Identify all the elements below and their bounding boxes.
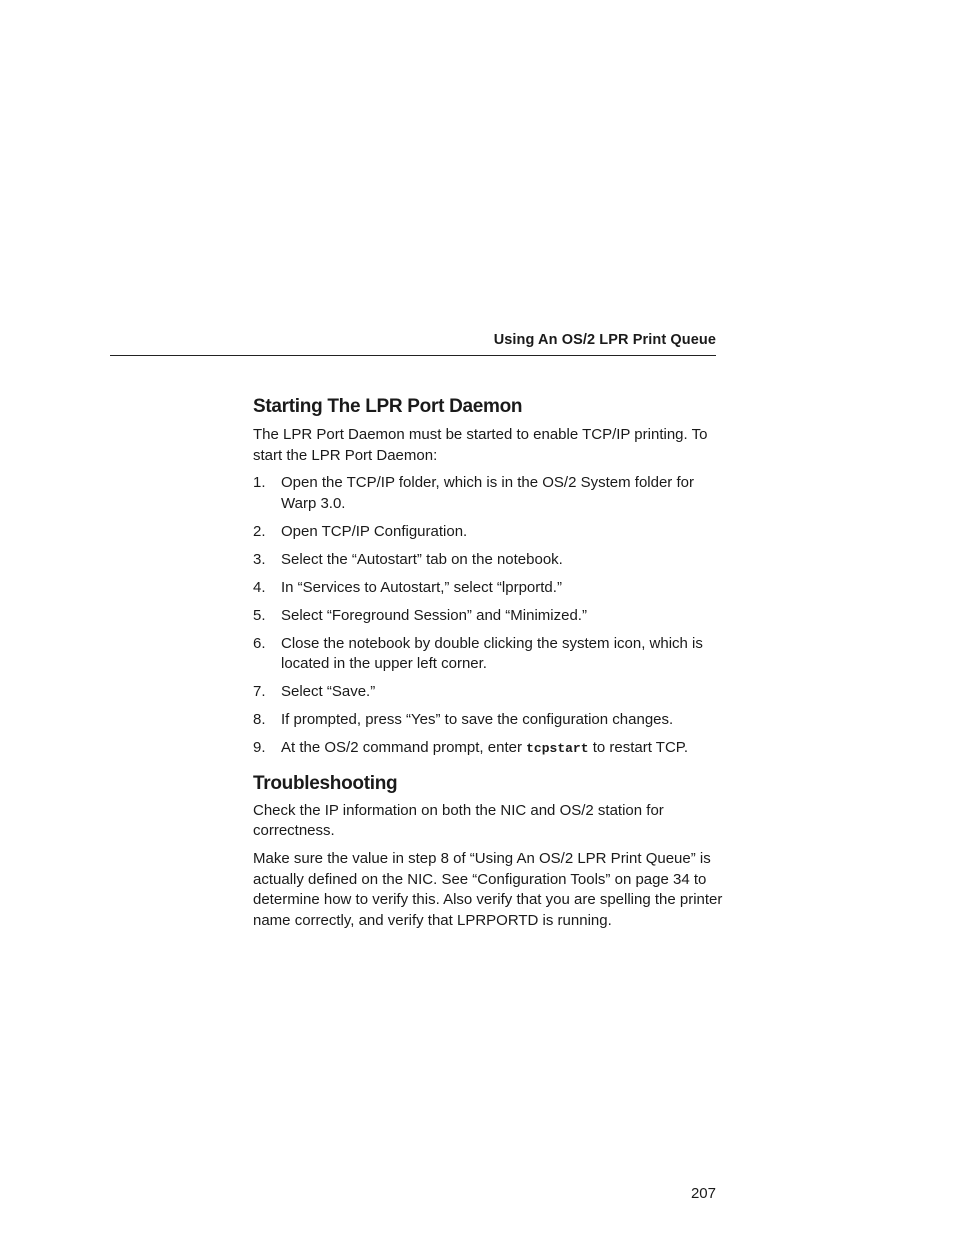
list-item xyxy=(253,473,723,514)
step-text: Select “Save.” xyxy=(281,683,376,700)
list-item xyxy=(253,578,723,599)
step-number: 8. xyxy=(253,711,266,728)
step-text: In “Services to Autostart,” select “lprportd.” xyxy=(281,578,562,596)
section-heading-lpr-daemon: Starting The LPR Port Daemon xyxy=(253,396,523,417)
step-text: Select “Foreground Session” and “Minimized.” xyxy=(281,606,587,624)
list-item xyxy=(253,522,723,543)
page-content xyxy=(253,394,723,931)
step-text: Open the TCP/IP folder, which is in the OS/2 System folder for Warp 3.0. xyxy=(281,474,694,512)
step-number: 4. xyxy=(253,578,266,596)
step-text-before: At the OS/2 command prompt, enter xyxy=(281,739,527,756)
step-text: Open TCP/IP Configuration. xyxy=(281,522,468,540)
page-number: 207 xyxy=(690,1185,716,1202)
list-item xyxy=(253,634,723,675)
list-item xyxy=(253,738,723,760)
steps-list xyxy=(253,473,723,760)
step-text: Select the “Autostart” tab on the notebook. xyxy=(281,550,563,568)
troubleshooting-paragraph-1: Check the IP information on both the NIC and OS/2 station for correctness. xyxy=(253,801,664,839)
step-number: 5. xyxy=(253,606,266,624)
intro-paragraph: The LPR Port Daemon must be started to enable TCP/IP printing. To start the LPR Port Daemon: xyxy=(253,426,708,464)
step-text: If prompted, press “Yes” to save the configuration changes. xyxy=(281,711,674,728)
step-text-after: to restart TCP. xyxy=(588,739,689,756)
list-item xyxy=(253,710,723,731)
list-item xyxy=(253,682,723,703)
step-number: 2. xyxy=(253,522,266,540)
running-header-title: Using An OS/2 LPR Print Queue xyxy=(493,332,716,348)
step-number: 1. xyxy=(253,474,266,491)
list-item xyxy=(253,550,723,571)
step-number: 3. xyxy=(253,550,266,568)
step-text: Close the notebook by double clicking the system icon, which is located in the upper left corner. xyxy=(281,634,703,672)
step-number: 6. xyxy=(253,634,266,652)
step-number: 7. xyxy=(253,683,266,700)
troubleshooting-paragraph-2: Make sure the value in step 8 of “Using An OS/2 LPR Print Queue” is actually defined on the NIC. See “Configuration Tools” on page 34 to determine how to verify this. Also verify that you are spelling the printer name correctly, and verify that LPRPORTD is running. xyxy=(253,850,723,929)
step-number: 9. xyxy=(253,739,266,756)
command-code: tcpstart xyxy=(526,741,589,756)
section-heading-troubleshooting: Troubleshooting xyxy=(253,772,398,794)
running-header xyxy=(110,331,716,356)
list-item xyxy=(253,606,723,627)
